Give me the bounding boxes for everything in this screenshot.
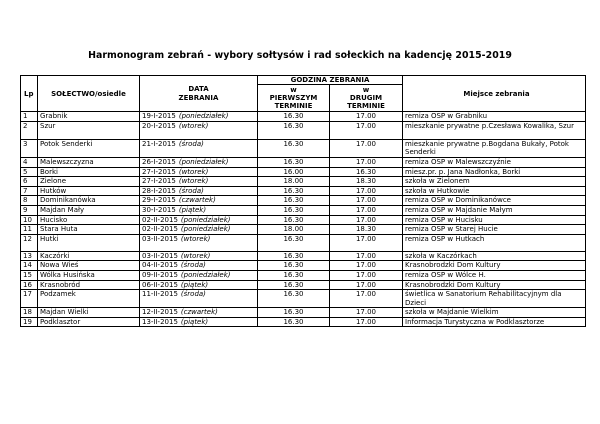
village-name: Dominikanówka <box>38 196 140 206</box>
second-term-time: 17.00 <box>330 196 403 206</box>
first-term-time: 16.30 <box>258 270 330 280</box>
table-row <box>21 308 586 318</box>
table-row <box>21 196 586 206</box>
first-term-time: 16.30 <box>258 308 330 318</box>
table-row <box>21 280 586 290</box>
header-solectwo: SOŁECTWO/osiedle <box>38 76 140 112</box>
weekday-label: (środa) <box>180 290 206 299</box>
village-name: Szur <box>38 121 140 139</box>
date-value: 13-II-2015 <box>142 317 178 326</box>
date-value: 09-II-2015 <box>142 270 178 279</box>
second-term-time: 17.00 <box>330 215 403 225</box>
second-term-time: 17.00 <box>330 251 403 261</box>
first-term-time: 16.30 <box>258 157 330 167</box>
weekday-label: (wtorek) <box>178 167 209 176</box>
table-header-row <box>21 76 586 85</box>
first-term-time: 18.00 <box>258 225 330 235</box>
row-number: 3 <box>21 139 38 157</box>
second-term-time: 17.00 <box>330 205 403 215</box>
first-term-time: 16.30 <box>258 196 330 206</box>
village-name: Hucisko <box>38 215 140 225</box>
meeting-date <box>140 177 258 187</box>
village-name: Grabnik <box>38 112 140 122</box>
row-number: 4 <box>21 157 38 167</box>
weekday-label: (czwartek) <box>178 196 216 205</box>
village-name: Kaczórki <box>38 251 140 261</box>
village-name: Zielone <box>38 177 140 187</box>
meeting-date <box>140 308 258 318</box>
row-number: 5 <box>21 167 38 177</box>
weekday-label: (poniedziałek) <box>180 270 231 279</box>
village-name: Borki <box>38 167 140 177</box>
table-body <box>21 112 586 327</box>
meeting-date <box>140 121 258 139</box>
meeting-place: remiza OSP w Hutkach <box>403 234 586 251</box>
row-number: 17 <box>21 290 38 308</box>
table-row <box>21 225 586 235</box>
row-number: 8 <box>21 196 38 206</box>
date-value: 26-I-2015 <box>142 157 176 166</box>
date-value: 27-I-2015 <box>142 167 176 176</box>
table-row <box>21 157 586 167</box>
weekday-label: (piątek) <box>178 205 207 214</box>
meeting-place: szkoła w Majdanie Wielkim <box>403 308 586 318</box>
meeting-place: szkoła w Zielonem <box>403 177 586 187</box>
row-number: 12 <box>21 234 38 251</box>
second-term-time: 17.00 <box>330 270 403 280</box>
row-number: 6 <box>21 177 38 187</box>
date-value: 11-II-2015 <box>142 290 178 299</box>
date-value: 03-II-2015 <box>142 251 178 260</box>
date-value: 19-I-2015 <box>142 112 176 121</box>
date-value: 27-I-2015 <box>142 177 176 186</box>
meeting-date <box>140 270 258 280</box>
table-row <box>21 205 586 215</box>
meeting-place: remiza OSP w Grabniku <box>403 112 586 122</box>
first-term-time: 16.30 <box>258 121 330 139</box>
meeting-place: remiza OSP w Starej Hucie <box>403 225 586 235</box>
second-term-time: 17.00 <box>330 280 403 290</box>
meeting-place: Krasnobrodzki Dom Kultury <box>403 280 586 290</box>
meeting-date <box>140 139 258 157</box>
header-first-line1: w <box>290 85 297 94</box>
table-row <box>21 167 586 177</box>
meeting-date <box>140 251 258 261</box>
table-row <box>21 251 586 261</box>
row-number: 10 <box>21 215 38 225</box>
meeting-place: szkoła w Hutkowie <box>403 186 586 196</box>
meeting-date <box>140 157 258 167</box>
first-term-time: 18.00 <box>258 177 330 187</box>
header-data-line2: ZEBRANIA <box>178 93 219 102</box>
second-term-time: 17.00 <box>330 112 403 122</box>
weekday-label: (środa) <box>178 139 204 148</box>
meeting-place: remiza OSP w Hucisku <box>403 215 586 225</box>
village-name: Majdan Wielki <box>38 308 140 318</box>
village-name: Nowa Wieś <box>38 261 140 271</box>
first-term-time: 16.30 <box>258 112 330 122</box>
meeting-date <box>140 205 258 215</box>
village-name: Stara Huta <box>38 225 140 235</box>
row-number: 18 <box>21 308 38 318</box>
meeting-place: remiza OSP w Malewszczyźnie <box>403 157 586 167</box>
meeting-date <box>140 196 258 206</box>
date-value: 02-II-2015 <box>142 225 178 234</box>
village-name: Malewszczyzna <box>38 157 140 167</box>
first-term-time: 16.30 <box>258 251 330 261</box>
meeting-place: mieszkanie prywatne p.Bogdana Bukały, Potok Senderki <box>403 139 586 157</box>
date-value: 29-I-2015 <box>142 196 176 205</box>
village-name: Wólka Husińska <box>38 270 140 280</box>
second-term-time: 17.00 <box>330 234 403 251</box>
first-term-time: 16.30 <box>258 290 330 308</box>
first-term-time: 16.00 <box>258 167 330 177</box>
header-miejsce: Miejsce zebrania <box>403 76 586 112</box>
second-term-time: 16.30 <box>330 167 403 177</box>
row-number: 13 <box>21 251 38 261</box>
table-row <box>21 186 586 196</box>
header-first-line3: TERMINIE <box>274 102 313 111</box>
second-term-time: 17.00 <box>330 121 403 139</box>
first-term-time: 16.30 <box>258 280 330 290</box>
date-value: 28-I-2015 <box>142 186 176 195</box>
first-term-time: 16.30 <box>258 234 330 251</box>
schedule-table <box>20 75 586 327</box>
date-value: 20-I-2015 <box>142 121 176 130</box>
meeting-date <box>140 167 258 177</box>
table-row <box>21 317 586 327</box>
row-number: 2 <box>21 121 38 139</box>
row-number: 19 <box>21 317 38 327</box>
weekday-label: (poniedziałek) <box>180 215 231 224</box>
table-row <box>21 261 586 271</box>
village-name: Krasnobród <box>38 280 140 290</box>
header-second-term <box>330 85 403 112</box>
row-number: 1 <box>21 112 38 122</box>
meeting-place: remiza OSP w Majdanie Małym <box>403 205 586 215</box>
second-term-time: 17.00 <box>330 139 403 157</box>
meeting-date <box>140 225 258 235</box>
header-second-line1: w <box>362 85 370 94</box>
meeting-date <box>140 234 258 251</box>
table-row <box>21 270 586 280</box>
meeting-date <box>140 215 258 225</box>
first-term-time: 16.30 <box>258 215 330 225</box>
village-name: Hutki <box>38 234 140 251</box>
date-value: 04-II-2015 <box>142 261 178 270</box>
row-number: 7 <box>21 186 38 196</box>
header-data <box>140 76 258 112</box>
table-row <box>21 139 586 157</box>
meeting-date <box>140 112 258 122</box>
weekday-label: (poniedziałek) <box>180 225 231 234</box>
second-term-time: 17.00 <box>330 157 403 167</box>
meeting-place: remiza OSP w Dominikanówce <box>403 196 586 206</box>
weekday-label: (wtorek) <box>180 234 211 243</box>
row-number: 15 <box>21 270 38 280</box>
page-title: Harmonogram zebrań - wybory sołtysów i rad sołeckich na kadencję 2015-2019 <box>88 50 512 61</box>
second-term-time: 17.00 <box>330 186 403 196</box>
table-row <box>21 112 586 122</box>
weekday-label: (wtorek) <box>178 177 209 186</box>
row-number: 9 <box>21 205 38 215</box>
meeting-place: szkoła w Kaczórkach <box>403 251 586 261</box>
village-name: Majdan Mały <box>38 205 140 215</box>
second-term-time: 17.00 <box>330 317 403 327</box>
meeting-date <box>140 290 258 308</box>
first-term-time: 16.30 <box>258 261 330 271</box>
header-second-line2: DRUGIM <box>349 94 383 103</box>
meeting-date <box>140 280 258 290</box>
village-name: Potok Senderki <box>38 139 140 157</box>
header-first-line2: PIERWSZYM <box>269 94 318 103</box>
meeting-date <box>140 186 258 196</box>
weekday-label: (poniedziałek) <box>178 157 229 166</box>
header-lp: Lp <box>21 76 38 112</box>
row-number: 11 <box>21 225 38 235</box>
village-name: Podzamek <box>38 290 140 308</box>
weekday-label: (poniedziałek) <box>178 112 229 121</box>
meeting-place: Informacja Turystyczna w Podklasztorze <box>403 317 586 327</box>
date-value: 03-II-2015 <box>142 234 178 243</box>
meeting-place: mieszkanie prywatne p.Czesława Kowalika, Szur <box>403 121 586 139</box>
table-row <box>21 121 586 139</box>
header-godzina: GODZINA ZEBRANIA <box>258 76 403 85</box>
first-term-time: 16.30 <box>258 186 330 196</box>
weekday-label: (wtorek) <box>180 251 211 260</box>
header-first-term <box>258 85 330 112</box>
first-term-time: 16.30 <box>258 205 330 215</box>
second-term-time: 17.00 <box>330 290 403 308</box>
meeting-place: remiza OSP w Wólce H. <box>403 270 586 280</box>
weekday-label: (środa) <box>180 261 206 270</box>
weekday-label: (środa) <box>178 186 204 195</box>
weekday-label: (wtorek) <box>178 121 209 130</box>
first-term-time: 16.30 <box>258 317 330 327</box>
row-number: 14 <box>21 261 38 271</box>
meeting-date <box>140 317 258 327</box>
meeting-place: Krasnobrodzki Dom Kultury <box>403 261 586 271</box>
header-second-line3: TERMINIE <box>347 102 385 111</box>
table-row <box>21 290 586 308</box>
village-name: Podklasztor <box>38 317 140 327</box>
table-row <box>21 177 586 187</box>
date-value: 12-II-2015 <box>142 308 178 317</box>
date-value: 06-II-2015 <box>142 280 178 289</box>
row-number: 16 <box>21 280 38 290</box>
meeting-place: miesz.pr. p. Jana Nadłonka, Borki <box>403 167 586 177</box>
second-term-time: 17.00 <box>330 308 403 318</box>
meeting-place: świetlica w Sanatorium Rehabilitacyjnym dla Dzieci <box>403 290 586 308</box>
weekday-label: (czwartek) <box>180 308 218 317</box>
table-row <box>21 215 586 225</box>
second-term-time: 17.00 <box>330 261 403 271</box>
date-value: 21-I-2015 <box>142 139 176 148</box>
weekday-label: (piątek) <box>180 317 209 326</box>
date-value: 30-I-2015 <box>142 205 176 214</box>
meeting-date <box>140 261 258 271</box>
date-value: 02-II-2015 <box>142 215 178 224</box>
village-name: Hutków <box>38 186 140 196</box>
second-term-time: 18.30 <box>330 177 403 187</box>
table-row <box>21 234 586 251</box>
second-term-time: 18.30 <box>330 225 403 235</box>
weekday-label: (piątek) <box>180 280 209 289</box>
header-data-line1: DATA <box>188 85 209 94</box>
first-term-time: 16.30 <box>258 139 330 157</box>
